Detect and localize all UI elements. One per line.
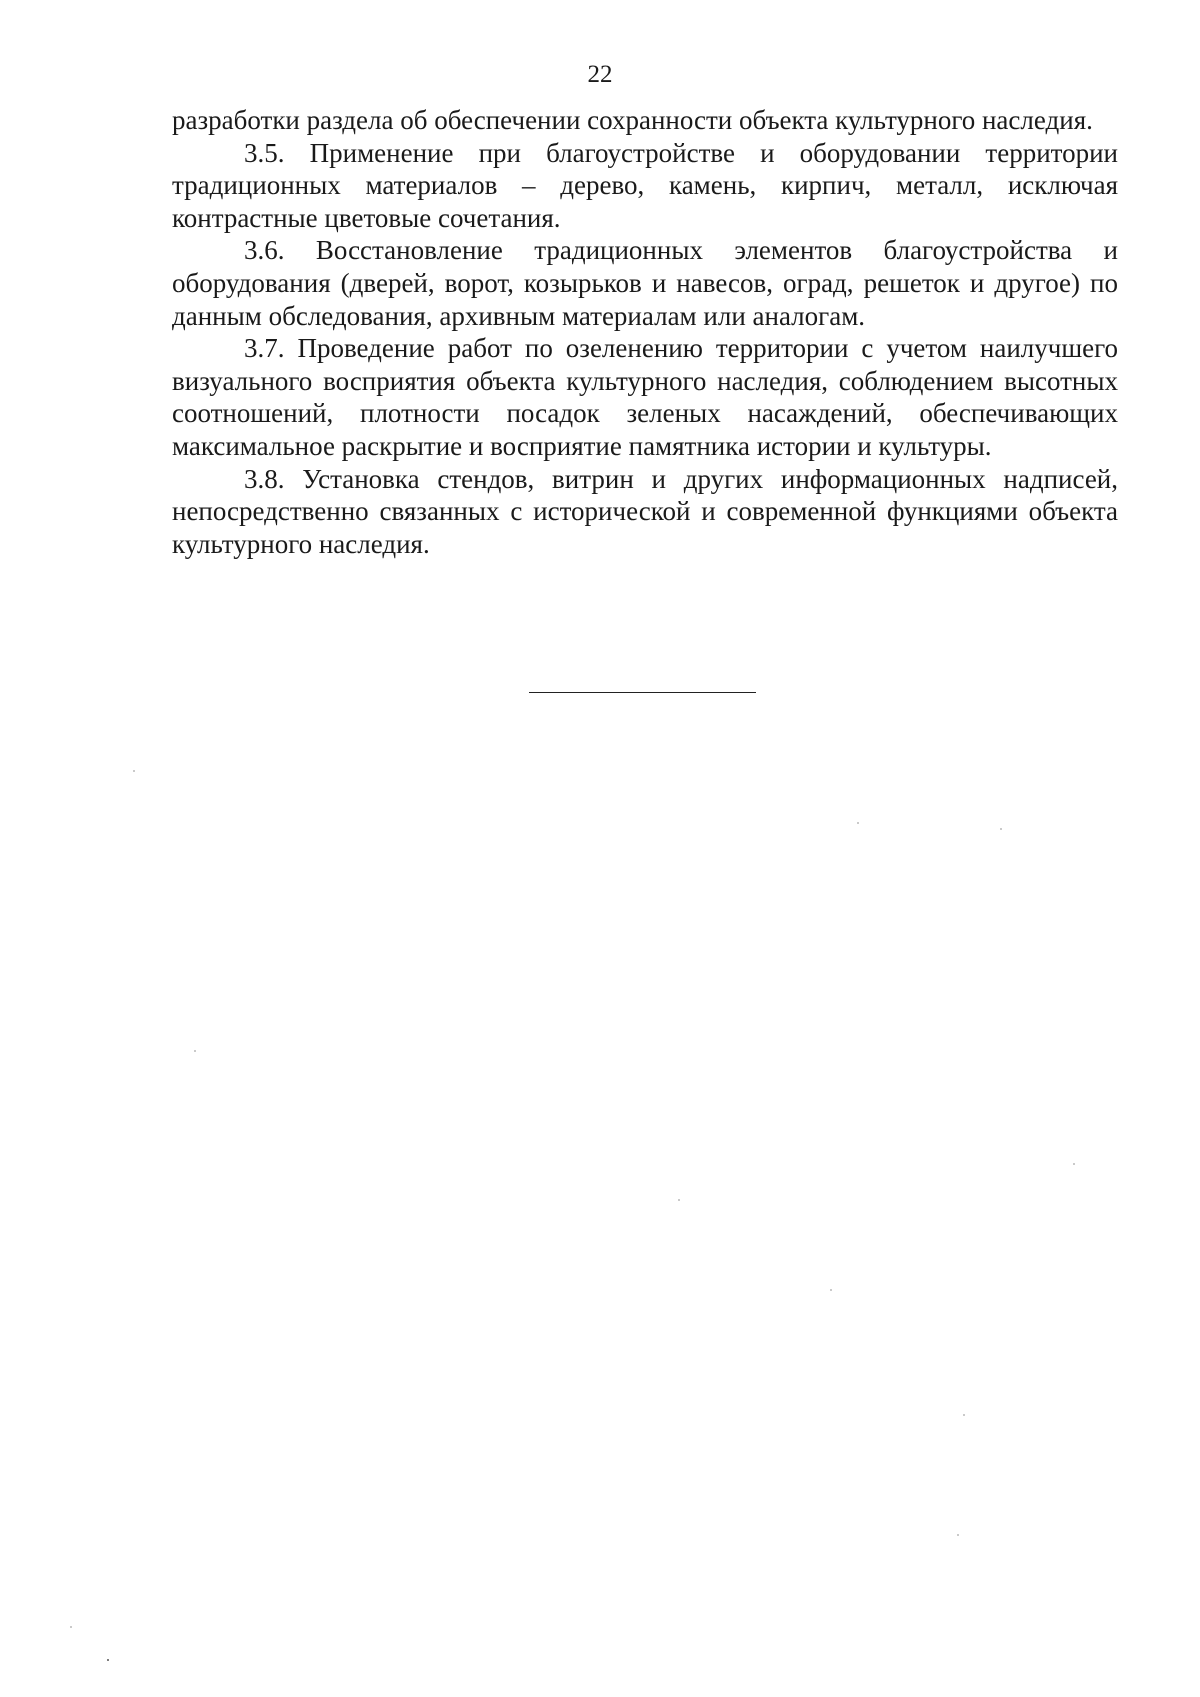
paragraph-item-3-8: 3.8. Установка стендов, витрин и других информационных надписей, непосредственно связанных с исторической и современной функциями объекта культурного наследия. [172,463,1118,559]
scan-speck [70,1626,72,1628]
document-body [172,104,1118,560]
scan-speck [107,1659,109,1661]
scan-speck [830,1289,832,1291]
scan-speck [1073,1163,1075,1165]
page-number: 22 [587,61,613,88]
paragraph-item-3-5: 3.5. Применение при благоустройстве и оборудовании территории традиционных материалов – дерево, камень, кирпич, металл, исключая контрастные цветовые сочетания. [172,137,1118,233]
paragraph-item-3-7: 3.7. Проведение работ по озеленению территории с учетом наилучшего визуального восприятия объекта культурного наследия, соблюдением высотных соотношений, плотности посадок зеленых насаждений, обеспечивающих максимальное раскрытие и восприятие памятника истории и культуры. [172,333,1118,461]
paragraph-continuation: разработки раздела об обеспечении сохранности объекта культурного наследия. [172,105,1093,135]
scan-speck [194,1050,196,1052]
scan-speck [133,770,135,772]
end-separator-line [529,692,756,693]
paragraph-item-3-6: 3.6. Восстановление традиционных элементов благоустройства и оборудования (дверей, ворот, козырьков и навесов, оград, решеток и другое) по данным обследования, архивным материалам или аналогам. [172,235,1118,331]
scan-speck [1000,828,1002,830]
scan-speck [963,1414,965,1416]
scan-speck [957,1534,959,1536]
scan-speck [678,1199,680,1201]
scan-speck [857,822,859,824]
